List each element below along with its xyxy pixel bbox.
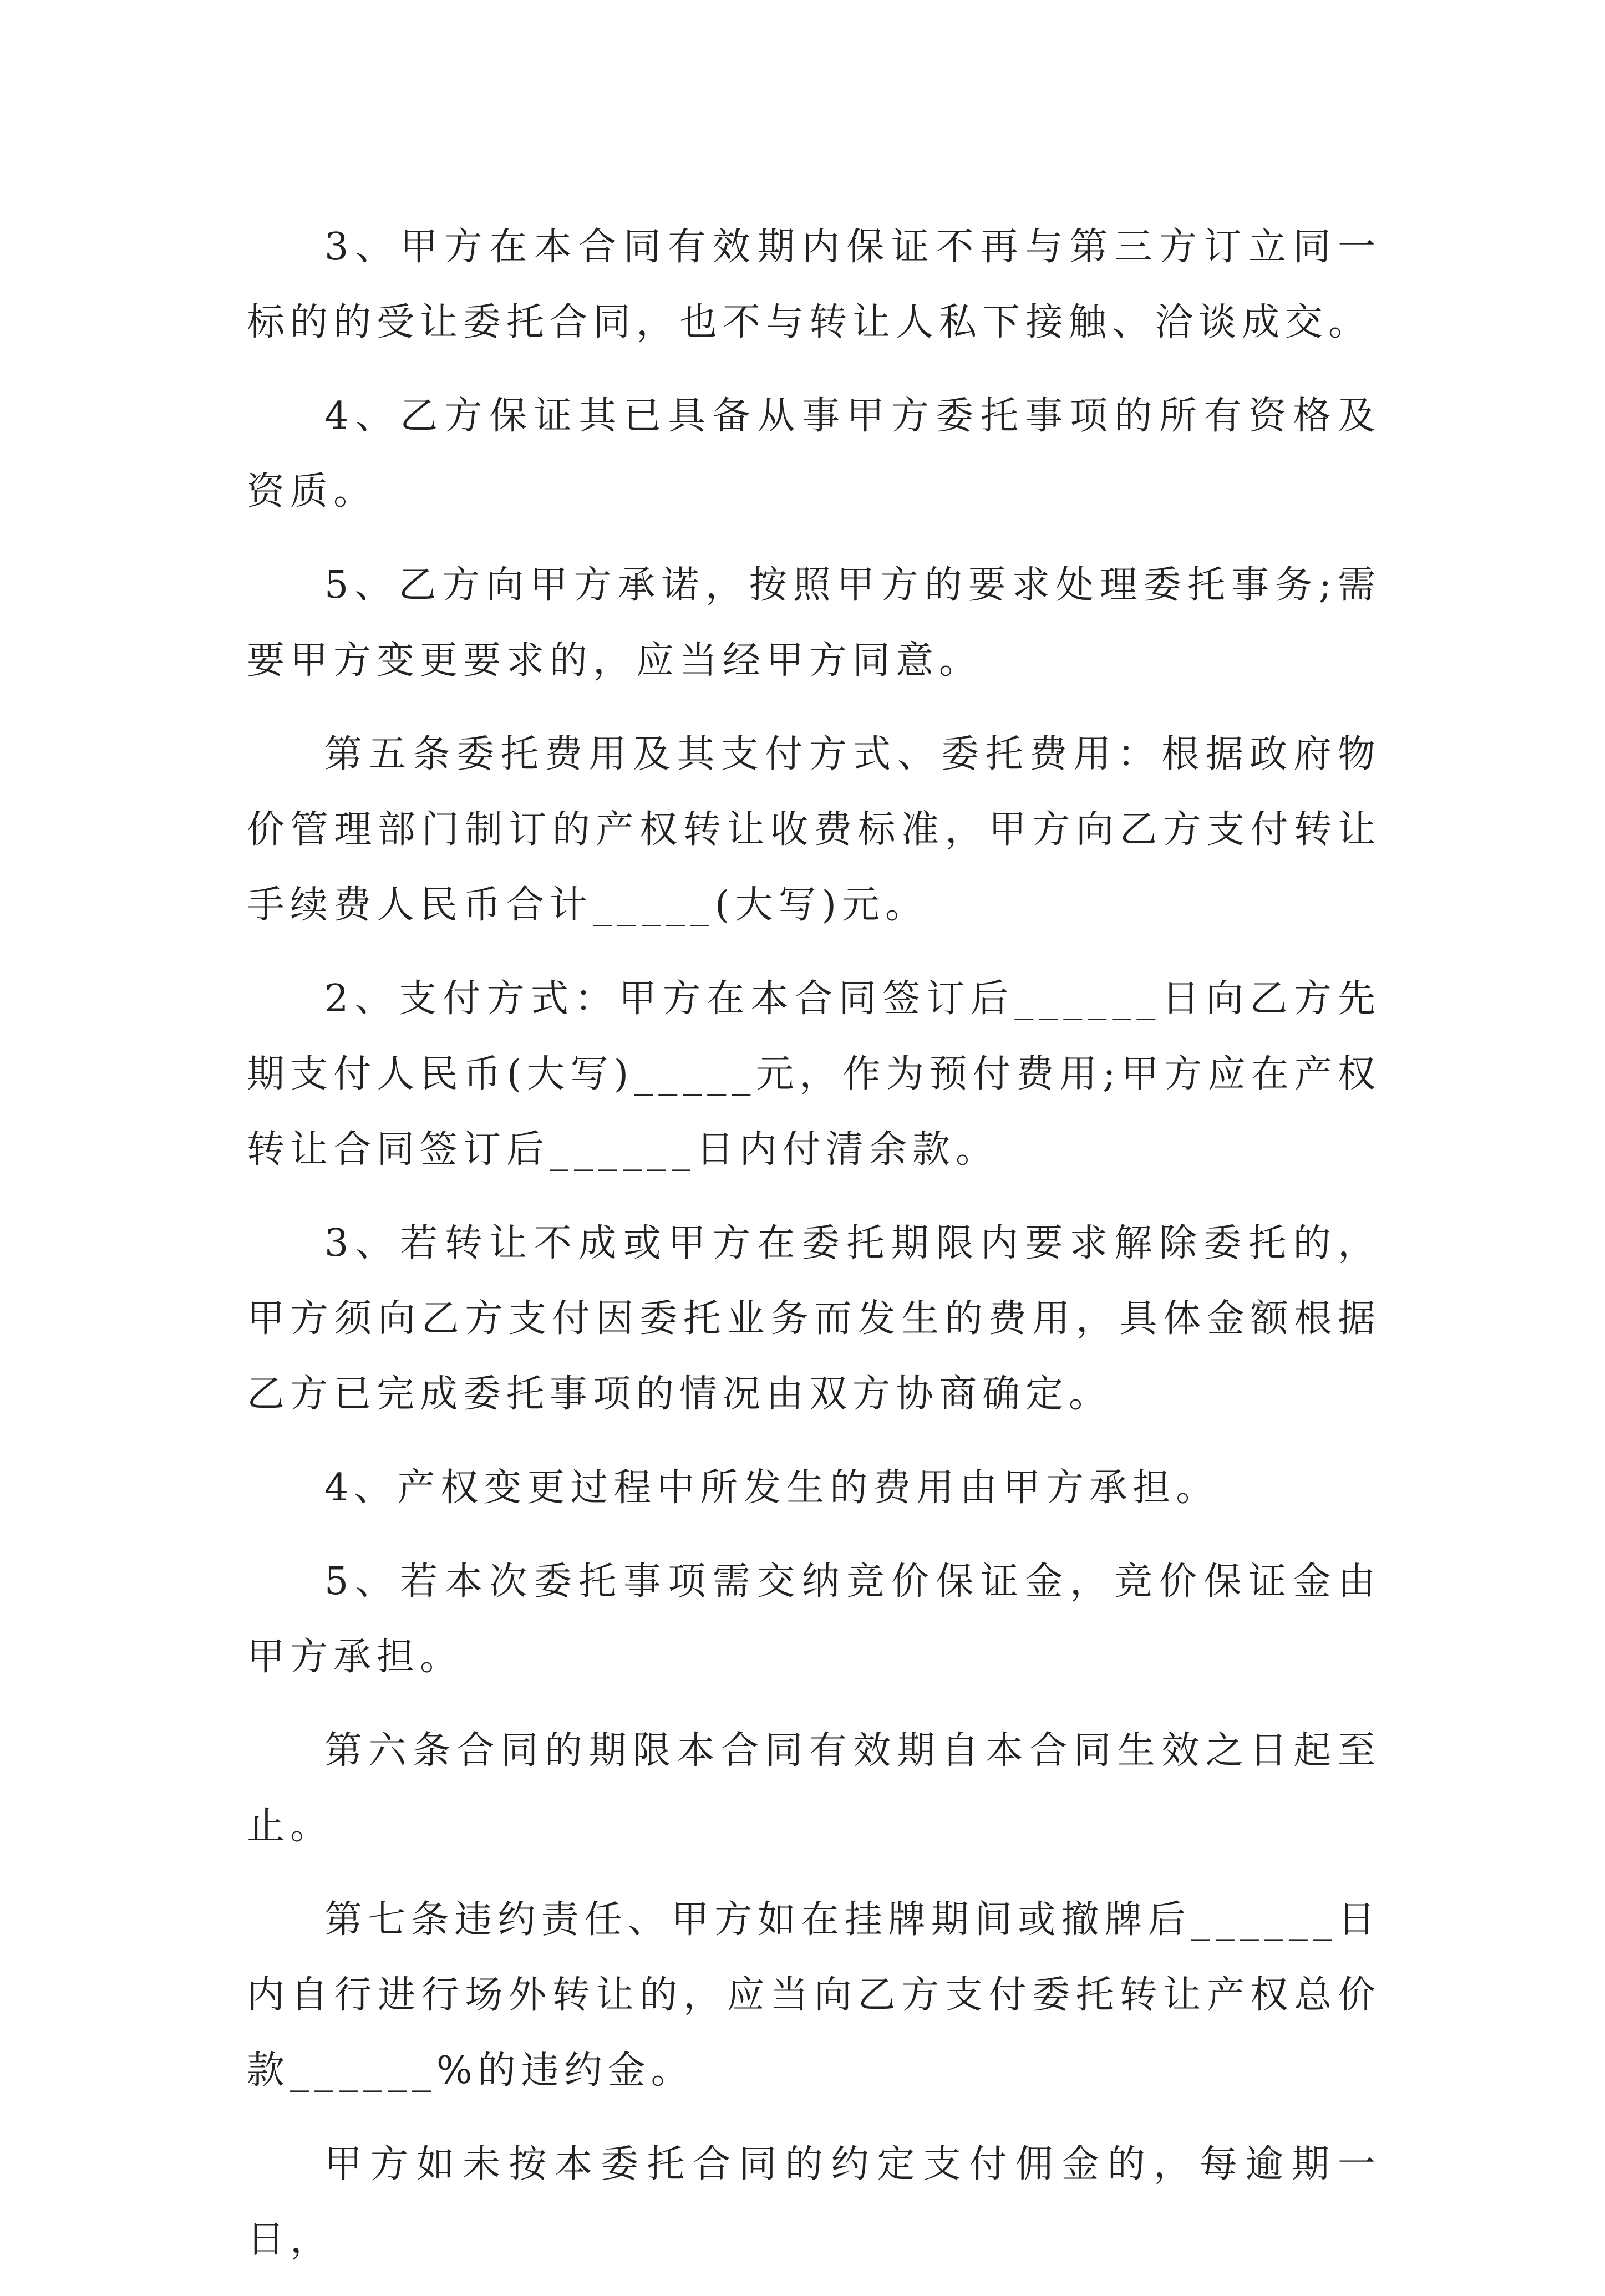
- paragraph-clause-4-qualification: 4、乙方保证其已具备从事甲方委托事项的所有资格及资质。: [247, 394, 1381, 513]
- paragraph-clause-5-commitment: 5、乙方向甲方承诺，按照甲方的要求处理委托事务;需要甲方变更要求的，应当经甲方同意。: [247, 563, 1381, 683]
- paragraph-termination-costs: 3、若转让不成或甲方在委托期限内要求解除委托的，甲方须向乙方支付因委托业务而发生的费用，具体金额根据乙方已完成委托事项的情况由双方协商确定。: [247, 1221, 1381, 1416]
- paragraph-clause-3-exclusivity: 3、甲方在本合同有效期内保证不再与第三方订立同一标的的受让委托合同，也不与转让人私下接触、洽谈成交。: [247, 225, 1381, 344]
- document-body: [247, 210, 1381, 2296]
- paragraph-article-5-fees: 第五条委托费用及其支付方式、委托费用：根据政府物价管理部门制订的产权转让收费标准，甲方向乙方支付转让手续费人民币合计_____(大写)元。: [247, 732, 1381, 927]
- paragraph-article-6-term: 第六条合同的期限本合同有效期自本合同生效之日起至止。: [247, 1729, 1381, 1848]
- paragraph-late-payment: 甲方如未按本委托合同的约定支付佣金的，每逾期一日，: [247, 2142, 1381, 2262]
- paragraph-bid-deposit: 5、若本次委托事项需交纳竞价保证金，竞价保证金由甲方承担。: [247, 1560, 1381, 1679]
- paragraph-payment-method: 2、支付方式：甲方在本合同签订后______日向乙方先期支付人民币(大写)_____元，作为预付费用;甲方应在产权转让合同签订后______日内付清余款。: [247, 977, 1381, 1172]
- paragraph-article-7-liability: 第七条违约责任、甲方如在挂牌期间或撤牌后______日内自行进行场外转让的，应当向乙方支付委托转让产权总价款______%的违约金。: [247, 1898, 1381, 2093]
- paragraph-transfer-costs: 4、产权变更过程中所发生的费用由甲方承担。: [324, 1466, 1220, 1510]
